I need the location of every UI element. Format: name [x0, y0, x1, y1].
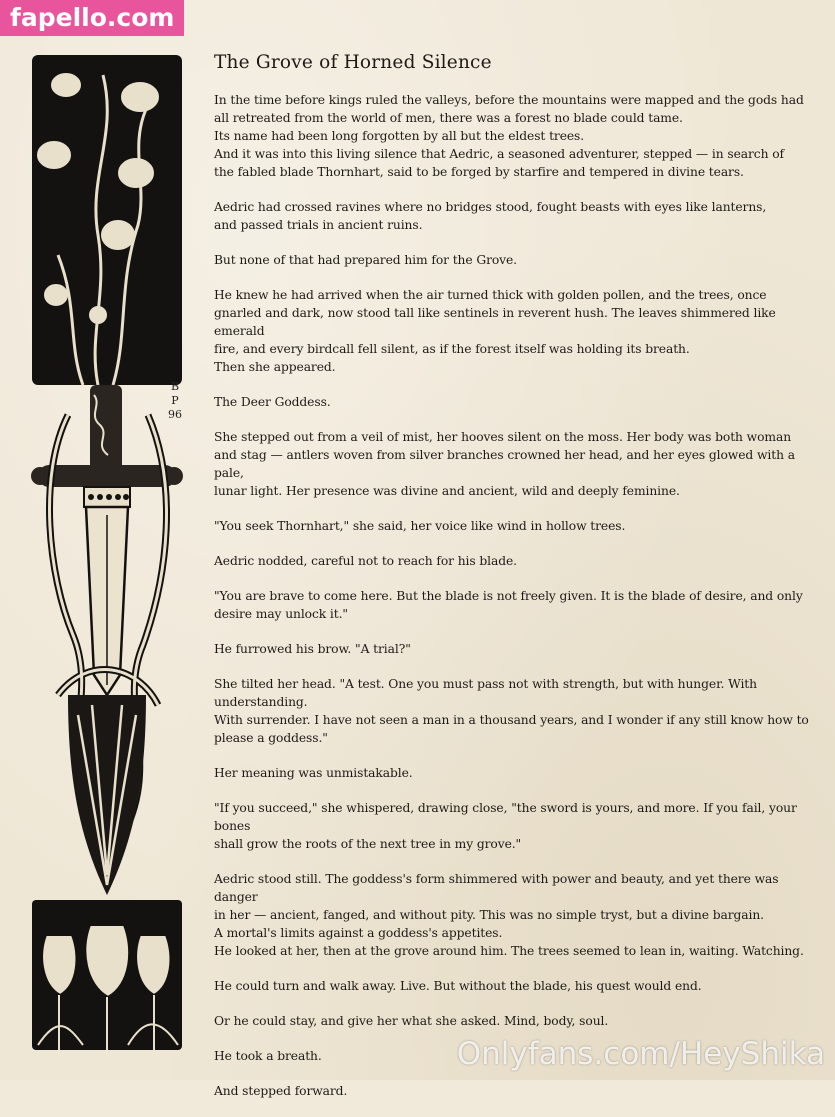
story-paragraph: The Deer Goddess. — [214, 395, 331, 409]
story-paragraph: In the time before kings ruled the valleys, before the mountains were mapped and the gods had all retreated from the world of men, there was a forest no blade could tame. Its name had been long forgotten by all but the eldest trees. And it was into this living silence that Aedric, a seasoned adventurer, stepped — in search of the fabled blade Thornhart, said to be forged by starfire and tempered in divine tears. — [214, 93, 804, 179]
story-paragraph: But none of that had prepared him for the Grove. — [214, 253, 517, 267]
monogram-line-1: B — [170, 380, 180, 393]
story-paragraph: "You are brave to come here. But the blade is not freely given. It is the blade of desire, and only desire may unlock it." — [214, 589, 803, 621]
watermark-bottom: Onlyfans.com/HeyShika — [456, 1036, 825, 1072]
story-paragraph: He could turn and walk away. Live. But without the blade, his quest would end. — [214, 979, 702, 993]
sword-rose-border-illustration — [28, 55, 186, 1055]
story-paragraph: Her meaning was unmistakable. — [214, 766, 413, 780]
story-paragraph: He took a breath. — [214, 1049, 322, 1063]
story-paragraph: Aedric stood still. The goddess's form shimmered with power and beauty, and yet there was danger in her — ancient, fanged, and without pity. This was no simple tryst, but a divine bargain. A mortal's limits against a goddess's appetites. He looked at her, then at the grove around him. The trees seemed to lean in, waiting. Watching. — [214, 872, 804, 958]
story-paragraph: He knew he had arrived when the air turned thick with golden pollen, and the trees, once gnarled and dark, now stood tall like sentinels in reverent hush. The leaves shimmered like emerald fire, and every birdcall fell silent, as if the forest itself was holding its breath. Then she appeared. — [214, 288, 776, 374]
monogram-line-3: 96 — [168, 408, 182, 421]
story-paragraph: "You seek Thornhart," she said, her voice like wind in hollow trees. — [214, 519, 626, 533]
story-paragraph: He furrowed his brow. "A trial?" — [214, 642, 411, 656]
story-paragraph: She stepped out from a veil of mist, her hooves silent on the moss. Her body was both woman and stag — antlers woven from silver branches crowned her head, and her eyes glowed with a pale, lunar light. Her presence was divine and ancient, wild and deeply feminine. — [214, 430, 795, 498]
story-title: The Grove of Horned Silence — [214, 52, 492, 73]
story-paragraph: She tilted her head. "A test. One you must pass not with strength, but with hunger. With understanding. With surrender. I have not seen a man in a thousand years, and I wonder if any still know how to please a goddess." — [214, 677, 809, 745]
story-paragraph: Aedric had crossed ravines where no bridges stood, fought beasts with eyes like lanterns, and passed trials in ancient ruins. — [214, 200, 767, 232]
monogram-line-2: P — [171, 394, 179, 407]
artist-monogram — [168, 380, 182, 422]
story-paragraph: And stepped forward. — [214, 1084, 348, 1098]
watermark-top: fapello.com — [0, 0, 184, 36]
story-paragraphs — [214, 91, 814, 1100]
story-paragraph: Or he could stay, and give her what she asked. Mind, body, soul. — [214, 1014, 609, 1028]
story-content — [214, 52, 814, 1117]
story-paragraph: "If you succeed," she whispered, drawing close, "the sword is yours, and more. If you fail, your bones shall grow the roots of the next tree in my grove." — [214, 801, 797, 851]
story-paragraph: Aedric nodded, careful not to reach for his blade. — [214, 554, 517, 568]
